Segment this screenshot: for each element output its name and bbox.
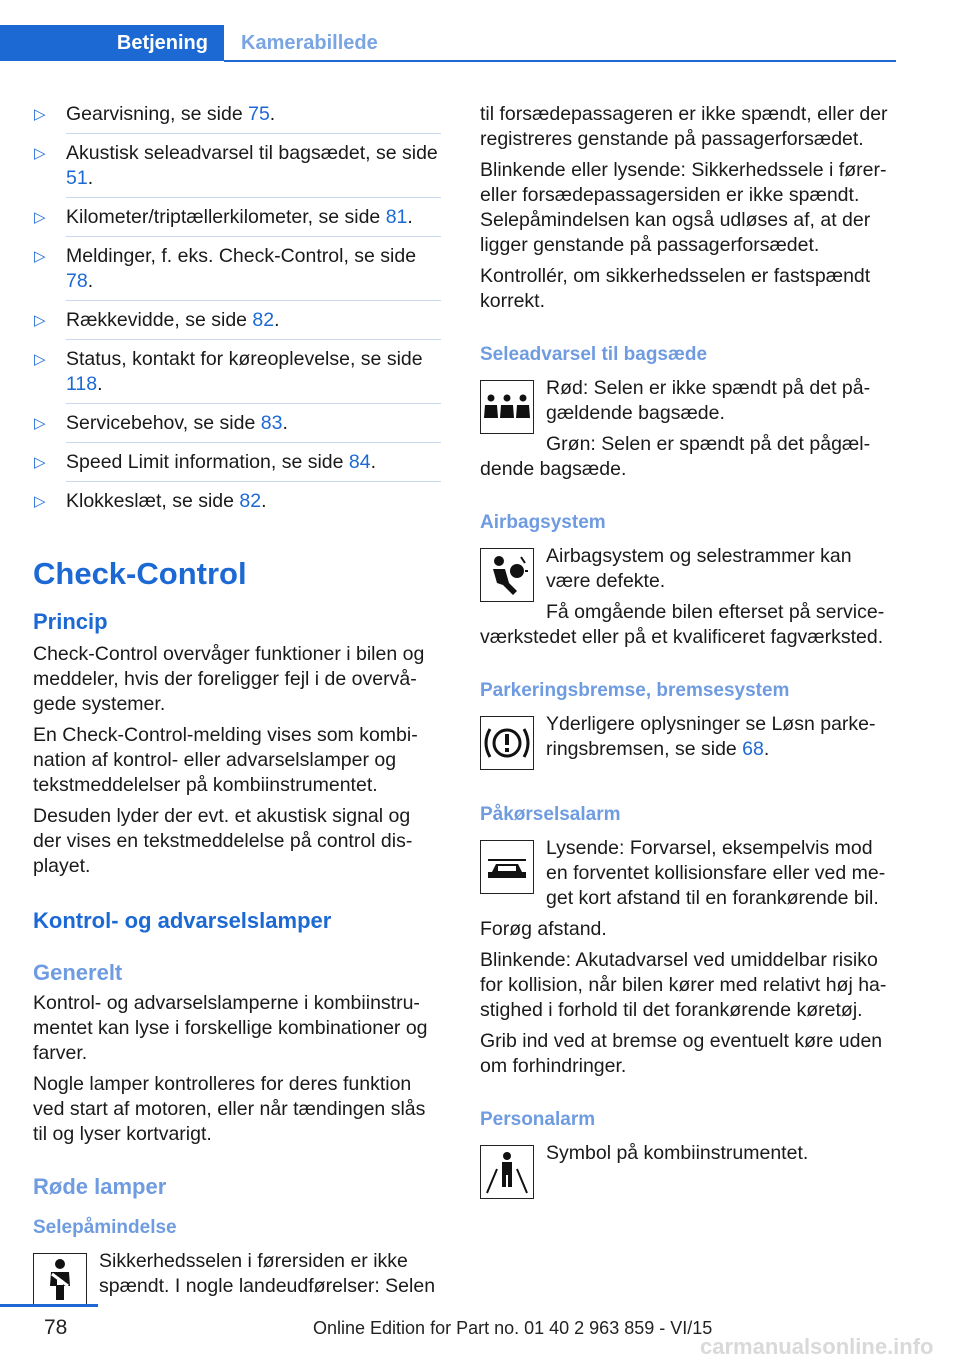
bullet-list xyxy=(33,102,441,514)
princip-paragraph-2: En Check-Control-melding vises som kombination af kontrol- eller advarselslamper og tekstmeddelelser på kombiinstrumentet. xyxy=(33,724,418,796)
footer-divider xyxy=(0,1304,98,1307)
page-link[interactable]: 82 xyxy=(252,309,275,331)
seat-belt-cont-2: Blinkende eller lysende: Sikkerhedssele i fører- eller forsædepassagersiden er ikke spændt. Selepåmindelsen kan også udløses af, at der ligger genstande på passagerforsædet. xyxy=(480,159,887,256)
brake-row xyxy=(480,712,898,766)
rear-belt-red-text: Rød: Selen er ikke spændt på det pågældende bagsæde. xyxy=(546,377,871,424)
princip-paragraph-1: Check-Control overvåger funktioner i bilen og meddeler, hvis der foreligger fejl i de overvågede systemer. xyxy=(33,643,425,715)
collision-text-4: Grib ind ved at bremse og eventuelt køre uden om forhindringer. xyxy=(480,1030,883,1077)
page-number: 78 xyxy=(44,1316,68,1339)
page-link[interactable]: 75 xyxy=(248,103,270,125)
page-title: Check-Control xyxy=(33,556,247,591)
seat-belt-cont-3: Kontrollér, om sikkerhedsselen er fastspændt korrekt. xyxy=(480,265,871,312)
collision-text-3: Blinkende: Akutadvarsel ved umiddelbar risiko for kollision, når bilen kører med relativt høj hastighed i forhold til det forankørende køretøj. xyxy=(480,949,887,1021)
collision-row xyxy=(480,836,898,911)
person-text: Symbol på kombiinstrumentet. xyxy=(546,1142,809,1164)
seat-belt-icon xyxy=(33,1253,87,1307)
page-link[interactable]: 82 xyxy=(239,490,262,512)
collision-heading: Påkørselsalarm xyxy=(480,804,621,825)
airbag-text-1: Airbagsystem og selestrammer kan være defekte. xyxy=(546,545,852,592)
triangle-bullet-icon: ▷ xyxy=(34,248,46,265)
left-column xyxy=(33,102,441,1311)
list-item: ▷ Akustisk seleadvarsel til bagsædet, se side 51. xyxy=(33,141,441,198)
tab-betjening[interactable]: Betjening xyxy=(0,25,224,61)
brake-heading: Parkeringsbremse, bremsesystem xyxy=(480,680,790,701)
edition-note: Online Edition for Part no. 01 40 2 963 859 - VI/15 xyxy=(313,1318,713,1338)
collision-text-2: Forøg afstand. xyxy=(480,918,607,940)
rear-belt-row xyxy=(480,376,898,482)
collision-text-1: Lysende: Forvarsel, eksempelvis mod en forventet kollisionsfare eller ved meget kort afstand til en forankørende bil. xyxy=(546,837,886,909)
page-link[interactable]: 84 xyxy=(348,451,371,473)
triangle-bullet-icon: ▷ xyxy=(34,415,46,432)
princip-paragraph-3: Desuden lyder der evt. et akustisk signal og der vises en tekstmeddelelse på control displayet. xyxy=(33,805,413,877)
airbag-heading: Airbagsystem xyxy=(480,512,606,533)
generelt-paragraph-2: Nogle lamper kontrolleres for deres funktion ved start af motoren, eller når tændingen slås til og lyser kortvarigt. xyxy=(33,1073,426,1145)
seat-belt-cont-1: til forsædepassageren er ikke spændt, eller der registreres genstande på passagerforsædet. xyxy=(480,103,888,150)
page-link[interactable]: 118 xyxy=(66,373,98,395)
list-item: ▷ Klokkeslæt, se side 82. xyxy=(34,490,267,512)
header-divider xyxy=(224,60,896,62)
list-item: ▷ Status, kontakt for køreoplevelse, se side 118. xyxy=(33,347,441,404)
triangle-bullet-icon: ▷ xyxy=(34,145,46,162)
person-heading: Personalarm xyxy=(480,1109,596,1130)
triangle-bullet-icon: ▷ xyxy=(34,351,46,368)
right-column xyxy=(480,102,898,1203)
tab-kamerabillede[interactable]: Kamerabillede xyxy=(224,25,896,61)
page-link[interactable]: 83 xyxy=(260,412,283,434)
seat-belt-row xyxy=(33,1249,441,1303)
airbag-text-2: Få omgående bilen efterset på serviceværkstedet eller på et kvalificeret fagværksted. xyxy=(480,601,885,648)
rear-seat-belts-icon xyxy=(480,380,534,434)
watermark: carmanualsonline.info xyxy=(700,1334,934,1359)
list-item: ▷ Speed Limit information, se side 84. xyxy=(33,450,441,482)
triangle-bullet-icon: ▷ xyxy=(34,454,46,471)
generelt-paragraph-1: Kontrol- og advarselslamperne i kombiinstrumentet kan lyse i forskellige kombinationer og farver. xyxy=(33,992,428,1064)
triangle-bullet-icon: ▷ xyxy=(34,106,46,123)
page-link[interactable]: 81 xyxy=(385,206,408,228)
list-item: ▷ Kilometer/triptællerkilometer, se side 81. xyxy=(33,205,441,237)
page-link[interactable]: 68 xyxy=(742,738,764,760)
brake-warning-icon xyxy=(480,716,534,770)
red-lamps-heading: Røde lamper xyxy=(33,1174,167,1199)
list-item: ▷ Servicebehov, se side 83. xyxy=(33,411,441,443)
princip-heading: Princip xyxy=(33,609,108,634)
page-link[interactable]: 78 xyxy=(66,270,88,292)
triangle-bullet-icon: ▷ xyxy=(34,209,46,226)
airbag-row xyxy=(480,544,898,650)
list-item: ▷ Rækkevidde, se side 82. xyxy=(33,308,441,340)
pedestrian-warning-icon xyxy=(480,1145,534,1199)
list-item: ▷ Meldinger, f. eks. Check-Control, se side 78. xyxy=(33,244,441,301)
car-collision-icon xyxy=(480,840,534,894)
lamps-heading: Kontrol- og advarselslamper xyxy=(33,908,332,933)
rear-belt-green-text: Grøn: Selen er spændt på det pågældende bagsæde. xyxy=(480,433,871,480)
person-row xyxy=(480,1141,898,1195)
seat-belt-heading: Selepåmindelse xyxy=(33,1217,177,1238)
airbag-icon xyxy=(480,548,534,602)
rear-belt-heading: Seleadvarsel til bagsæde xyxy=(480,344,708,365)
triangle-bullet-icon: ▷ xyxy=(34,312,46,329)
brake-text: Yderligere oplysninger se Løsn parkeringsbremsen, se side 68. xyxy=(546,713,876,760)
seat-belt-text: Sikkerhedsselen i førersiden er ikke spændt. I nogle landeudførelser: Selen xyxy=(99,1250,436,1297)
generelt-heading: Generelt xyxy=(33,960,123,985)
list-item: ▷ Gearvisning, se side 75. xyxy=(33,102,441,134)
page-link[interactable]: 51 xyxy=(66,167,88,189)
triangle-bullet-icon: ▷ xyxy=(34,493,46,510)
